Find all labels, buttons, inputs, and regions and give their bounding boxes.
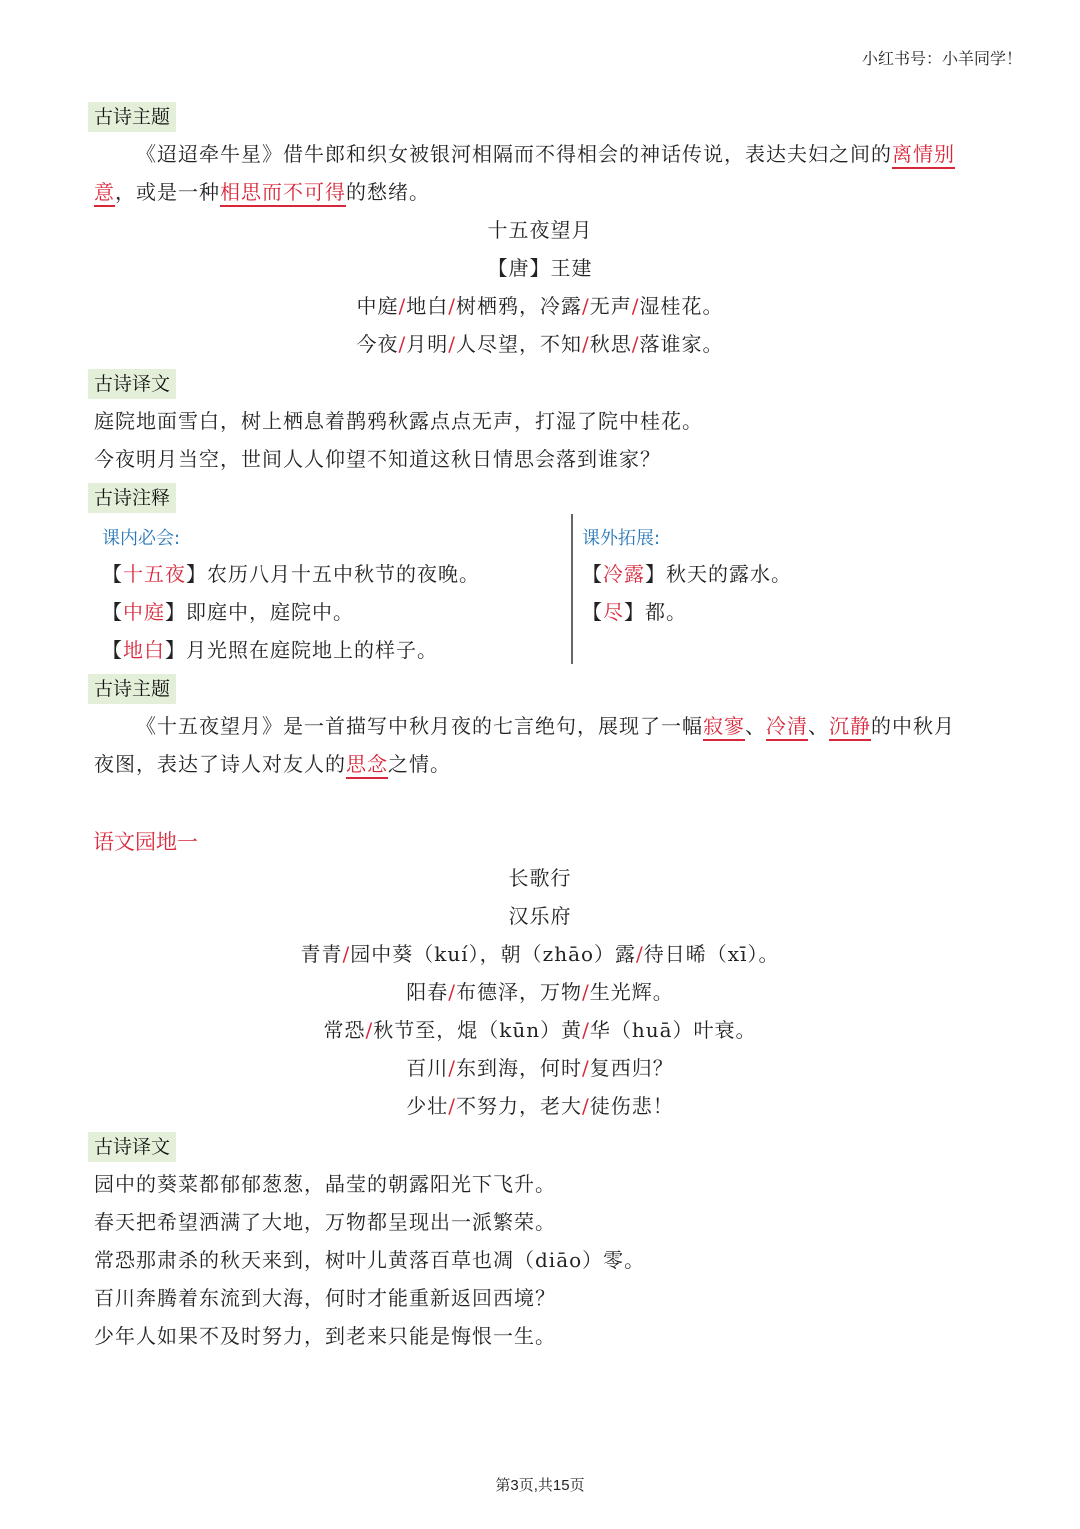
poem-line-5 — [0, 1092, 1080, 1120]
theme-paragraph-line-1 — [136, 712, 955, 740]
poem-line-4 — [0, 1054, 1080, 1082]
watermark: 小红书号：小羊同学！ — [861, 51, 1022, 68]
verse-segment: 华（huā）叶衰。 — [589, 1018, 757, 1042]
pause-slash: / — [582, 980, 590, 1004]
highlight-term: 思念 — [346, 752, 388, 779]
pause-slash: / — [582, 1018, 590, 1042]
section-heading-garden: 语文园地一 — [93, 830, 198, 854]
theme-paragraph-line-2 — [94, 750, 451, 778]
translation-line: 春天把希望洒满了大地，万物都呈现出一派繁荣。 — [94, 1210, 556, 1234]
verse-segment: 中庭 — [356, 294, 399, 318]
pause-slash: / — [448, 294, 456, 318]
notes-heading-in-class: 课内必会: — [102, 528, 181, 549]
highlight-term: 相思而不可得 — [220, 180, 346, 207]
highlight-term: 沉静 — [829, 714, 871, 741]
poem-author: 【唐】王建 — [487, 256, 593, 280]
pause-slash: / — [582, 332, 590, 356]
bracket: 【 — [102, 638, 123, 662]
section-label-theme: 古诗主题 — [88, 102, 176, 132]
text: 《十五夜望月》是一首描写中秋月夜的七言绝句，展现了一幅 — [136, 714, 703, 738]
verse-segment: 东到海，何时 — [456, 1056, 582, 1080]
note-term: 冷露 — [603, 562, 645, 586]
translation-line: 庭院地面雪白，树上栖息着鹊鸦秋露点点无声，打湿了院中桂花。 — [94, 409, 703, 433]
bracket: 【 — [582, 600, 603, 624]
poem-title: 十五夜望月 — [487, 218, 593, 242]
poem-line-1 — [0, 940, 1080, 968]
pause-slash: / — [365, 1018, 374, 1042]
verse-segment: 布德泽，万物 — [456, 980, 582, 1004]
note-item — [582, 560, 792, 588]
pause-slash: / — [448, 980, 456, 1004]
section-label-theme: 古诗主题 — [88, 674, 176, 704]
bracket: 【 — [102, 562, 123, 586]
text: ，或是一种 — [115, 180, 220, 204]
translation-line: 今夜明月当空，世间人人仰望不知道这秋日情思会落到谁家？ — [94, 447, 661, 471]
notes-heading-extension: 课外拓展: — [582, 528, 661, 549]
page-number: 第3页,共15页 — [495, 1477, 585, 1494]
verse-segment: 月明 — [406, 332, 449, 356]
text: 《迢迢牵牛星》借牛郎和织女被银河相隔而不得相会的神话传说，表达夫妇之间的 — [136, 142, 892, 166]
note-term: 中庭 — [123, 600, 165, 624]
verse-segment: 青青 — [300, 942, 343, 966]
verse-segment: 秋思 — [589, 332, 632, 356]
note-definition: 农历八月十五中秋节的夜晚。 — [207, 562, 480, 586]
pause-slash: / — [582, 1094, 590, 1118]
poem-author: 汉乐府 — [508, 904, 572, 928]
verse-segment: 阳春 — [406, 980, 449, 1004]
note-definition: 即庭中，庭院中。 — [186, 600, 354, 624]
translation-line: 常恐那肃杀的秋天来到，树叶儿黄落百草也凋（diāo）零。 — [94, 1248, 646, 1272]
pause-slash: / — [448, 1056, 456, 1080]
poem-line-3 — [0, 1016, 1080, 1044]
note-term: 尽 — [603, 600, 624, 624]
section-label-notes: 古诗注释 — [88, 483, 176, 513]
poem-title: 长歌行 — [508, 866, 572, 890]
verse-segment: 复西归？ — [589, 1056, 674, 1080]
pause-slash: / — [631, 294, 640, 318]
pause-slash: / — [398, 294, 407, 318]
verse-segment: 秋节至，焜（kūn）黄 — [373, 1018, 583, 1042]
verse-segment: 常恐 — [323, 1018, 366, 1042]
verse-segment: 湿桂花。 — [639, 294, 724, 318]
pause-slash: / — [636, 942, 644, 966]
note-item — [582, 598, 687, 626]
bracket: 【 — [582, 562, 603, 586]
translation-line: 百川奔腾着东流到大海，何时才能重新返回西境？ — [94, 1286, 556, 1310]
highlight-term: 冷清 — [766, 714, 808, 741]
section-label-translation: 古诗译文 — [88, 1132, 176, 1162]
verse-segment: 园中葵（kuí），朝（zhāo）露 — [350, 942, 637, 966]
theme-paragraph-line-2 — [94, 178, 430, 206]
text: 的愁绪。 — [346, 180, 430, 204]
section-label-translation: 古诗译文 — [88, 369, 176, 399]
note-item — [102, 598, 354, 626]
bracket: 】 — [645, 562, 666, 586]
bracket: 】 — [186, 562, 207, 586]
text: 、 — [745, 714, 766, 738]
note-definition: 秋天的露水。 — [666, 562, 792, 586]
text: 的中秋月 — [871, 714, 955, 738]
bracket: 【 — [102, 600, 123, 624]
pause-slash: / — [448, 332, 456, 356]
verse-segment: 落谁家。 — [639, 332, 724, 356]
pause-slash: / — [342, 942, 351, 966]
notes-column-divider — [571, 514, 573, 664]
highlight-term: 离情别 — [892, 142, 955, 169]
text: 夜图，表达了诗人对友人的 — [94, 752, 346, 776]
verse-segment: 地白 — [406, 294, 449, 318]
poem-line-1 — [0, 292, 1080, 320]
verse-segment: 今夜 — [356, 332, 399, 356]
translation-line: 园中的葵菜都郁郁葱葱，晶莹的朝露阳光下飞升。 — [94, 1172, 556, 1196]
pause-slash: / — [631, 332, 640, 356]
verse-segment: 不努力，老大 — [456, 1094, 582, 1118]
verse-segment: 人尽望，不知 — [456, 332, 582, 356]
highlight-term: 寂寥 — [703, 714, 745, 741]
pause-slash: / — [582, 294, 590, 318]
note-definition: 月光照在庭院地上的样子。 — [186, 638, 438, 662]
bracket: 】 — [165, 638, 186, 662]
note-term: 十五夜 — [123, 562, 186, 586]
theme-paragraph-line-1 — [136, 140, 955, 168]
verse-segment: 待日晞（xī）。 — [643, 942, 780, 966]
note-item — [102, 636, 438, 664]
verse-segment: 少壮 — [406, 1094, 449, 1118]
pause-slash: / — [398, 332, 407, 356]
verse-segment: 树栖鸦，冷露 — [456, 294, 582, 318]
verse-segment: 徒伤悲！ — [589, 1094, 674, 1118]
text: 、 — [808, 714, 829, 738]
text: 之情。 — [388, 752, 451, 776]
bracket: 】 — [624, 600, 645, 624]
note-definition: 都。 — [645, 600, 687, 624]
highlight-term: 意 — [94, 180, 115, 207]
note-item — [102, 560, 480, 588]
note-term: 地白 — [123, 638, 165, 662]
pause-slash: / — [448, 1094, 456, 1118]
pause-slash: / — [582, 1056, 590, 1080]
verse-segment: 无声 — [589, 294, 632, 318]
translation-line: 少年人如果不及时努力，到老来只能是悔恨一生。 — [94, 1324, 556, 1348]
bracket: 】 — [165, 600, 186, 624]
verse-segment: 生光辉。 — [589, 980, 674, 1004]
poem-line-2 — [0, 978, 1080, 1006]
verse-segment: 百川 — [406, 1056, 449, 1080]
poem-line-2 — [0, 330, 1080, 358]
